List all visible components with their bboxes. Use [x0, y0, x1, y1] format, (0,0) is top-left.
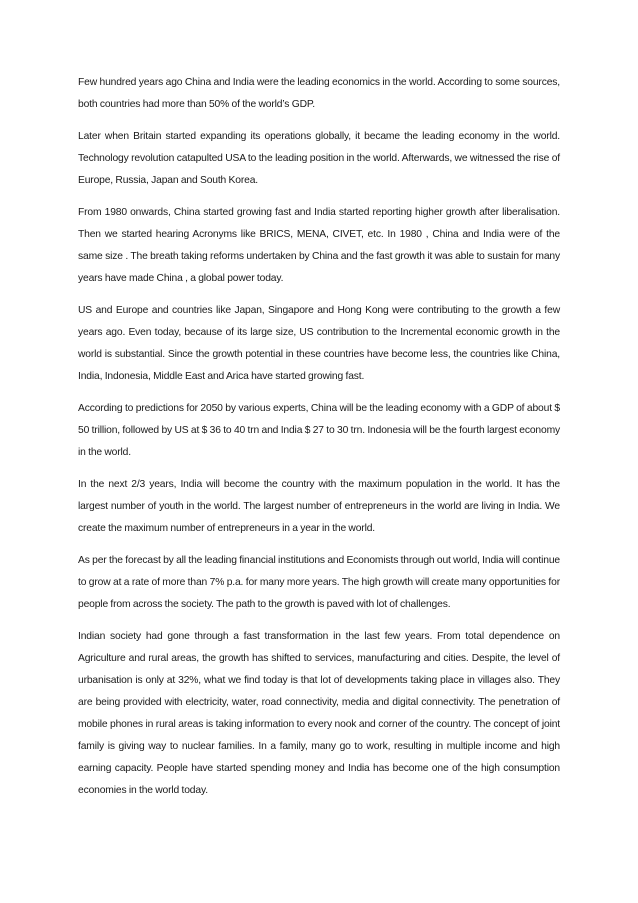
document-page	[78, 72, 560, 802]
paragraph-transformation: Indian society had gone through a fast transformation in the last few years. From total dependence on Agriculture and rural areas, the growth has shifted to services, manufacturing and cities. Despite, the level of urbanisation is only at 32%, what we find today is that lot of developments taking place in villages also. They are being provided with electricity, water, road connectivity, media and digital connectivity. The penetration of mobile phones in rural areas is taking information to every nook and corner of the country. The concept of joint family is giving way to nuclear families. In a family, many go to work, resulting in multiple income and high earning capacity. People have started spending money and India has become one of the high consumption economies in the world today.	[78, 631, 560, 796]
paragraph-forecast: As per the forecast by all the leading financial institutions and Economists through out world, India will continue to grow at a rate of more than 7% p.a. for many more years. The high growth will create many opportunities for people from across the society. The path to the growth is paved with lot of challenges.	[78, 555, 560, 610]
paragraph-history: Few hundred years ago China and India were the leading economics in the world. According to some sources, both countries had more than 50% of the world’s GDP.	[78, 77, 560, 110]
paragraph-2050-predictions: According to predictions for 2050 by various experts, China will be the leading economy with a GDP of about $ 50 trillion, followed by US at $ 36 to 40 trn and India $ 27 to 30 trn. Indonesia will be the fourth largest economy in the world.	[78, 403, 560, 458]
paragraph-population: In the next 2/3 years, India will become the country with the maximum population in the world. It has the largest number of youth in the world. The largest number of entrepreneurs in the world are living in India. We create the maximum number of entrepreneurs in a year in the world.	[78, 479, 560, 534]
paragraph-1980-onwards: From 1980 onwards, China started growing fast and India started reporting higher growth after liberalisation. Then we started hearing Acronyms like BRICS, MENA, CIVET, etc. In 1980 , China and India were of the same size . The breath taking reforms undertaken by China and the fast growth it was able to sustain for many years have made China , a global power today.	[78, 207, 560, 284]
paragraph-growth-shift: US and Europe and countries like Japan, Singapore and Hong Kong were contributing to the growth a few years ago. Even today, because of its large size, US contribution to the Incremental economic growth in the world is substantial. Since the growth potential in these countries have become less, the countries like China, India, Indonesia, Middle East and Arica have started growing fast.	[78, 305, 560, 382]
paragraph-britain-usa: Later when Britain started expanding its operations globally, it became the leading economy in the world. Technology revolution catapulted USA to the leading position in the world. Afterwards, we witnessed the rise of Europe, Russia, Japan and South Korea.	[78, 131, 560, 186]
